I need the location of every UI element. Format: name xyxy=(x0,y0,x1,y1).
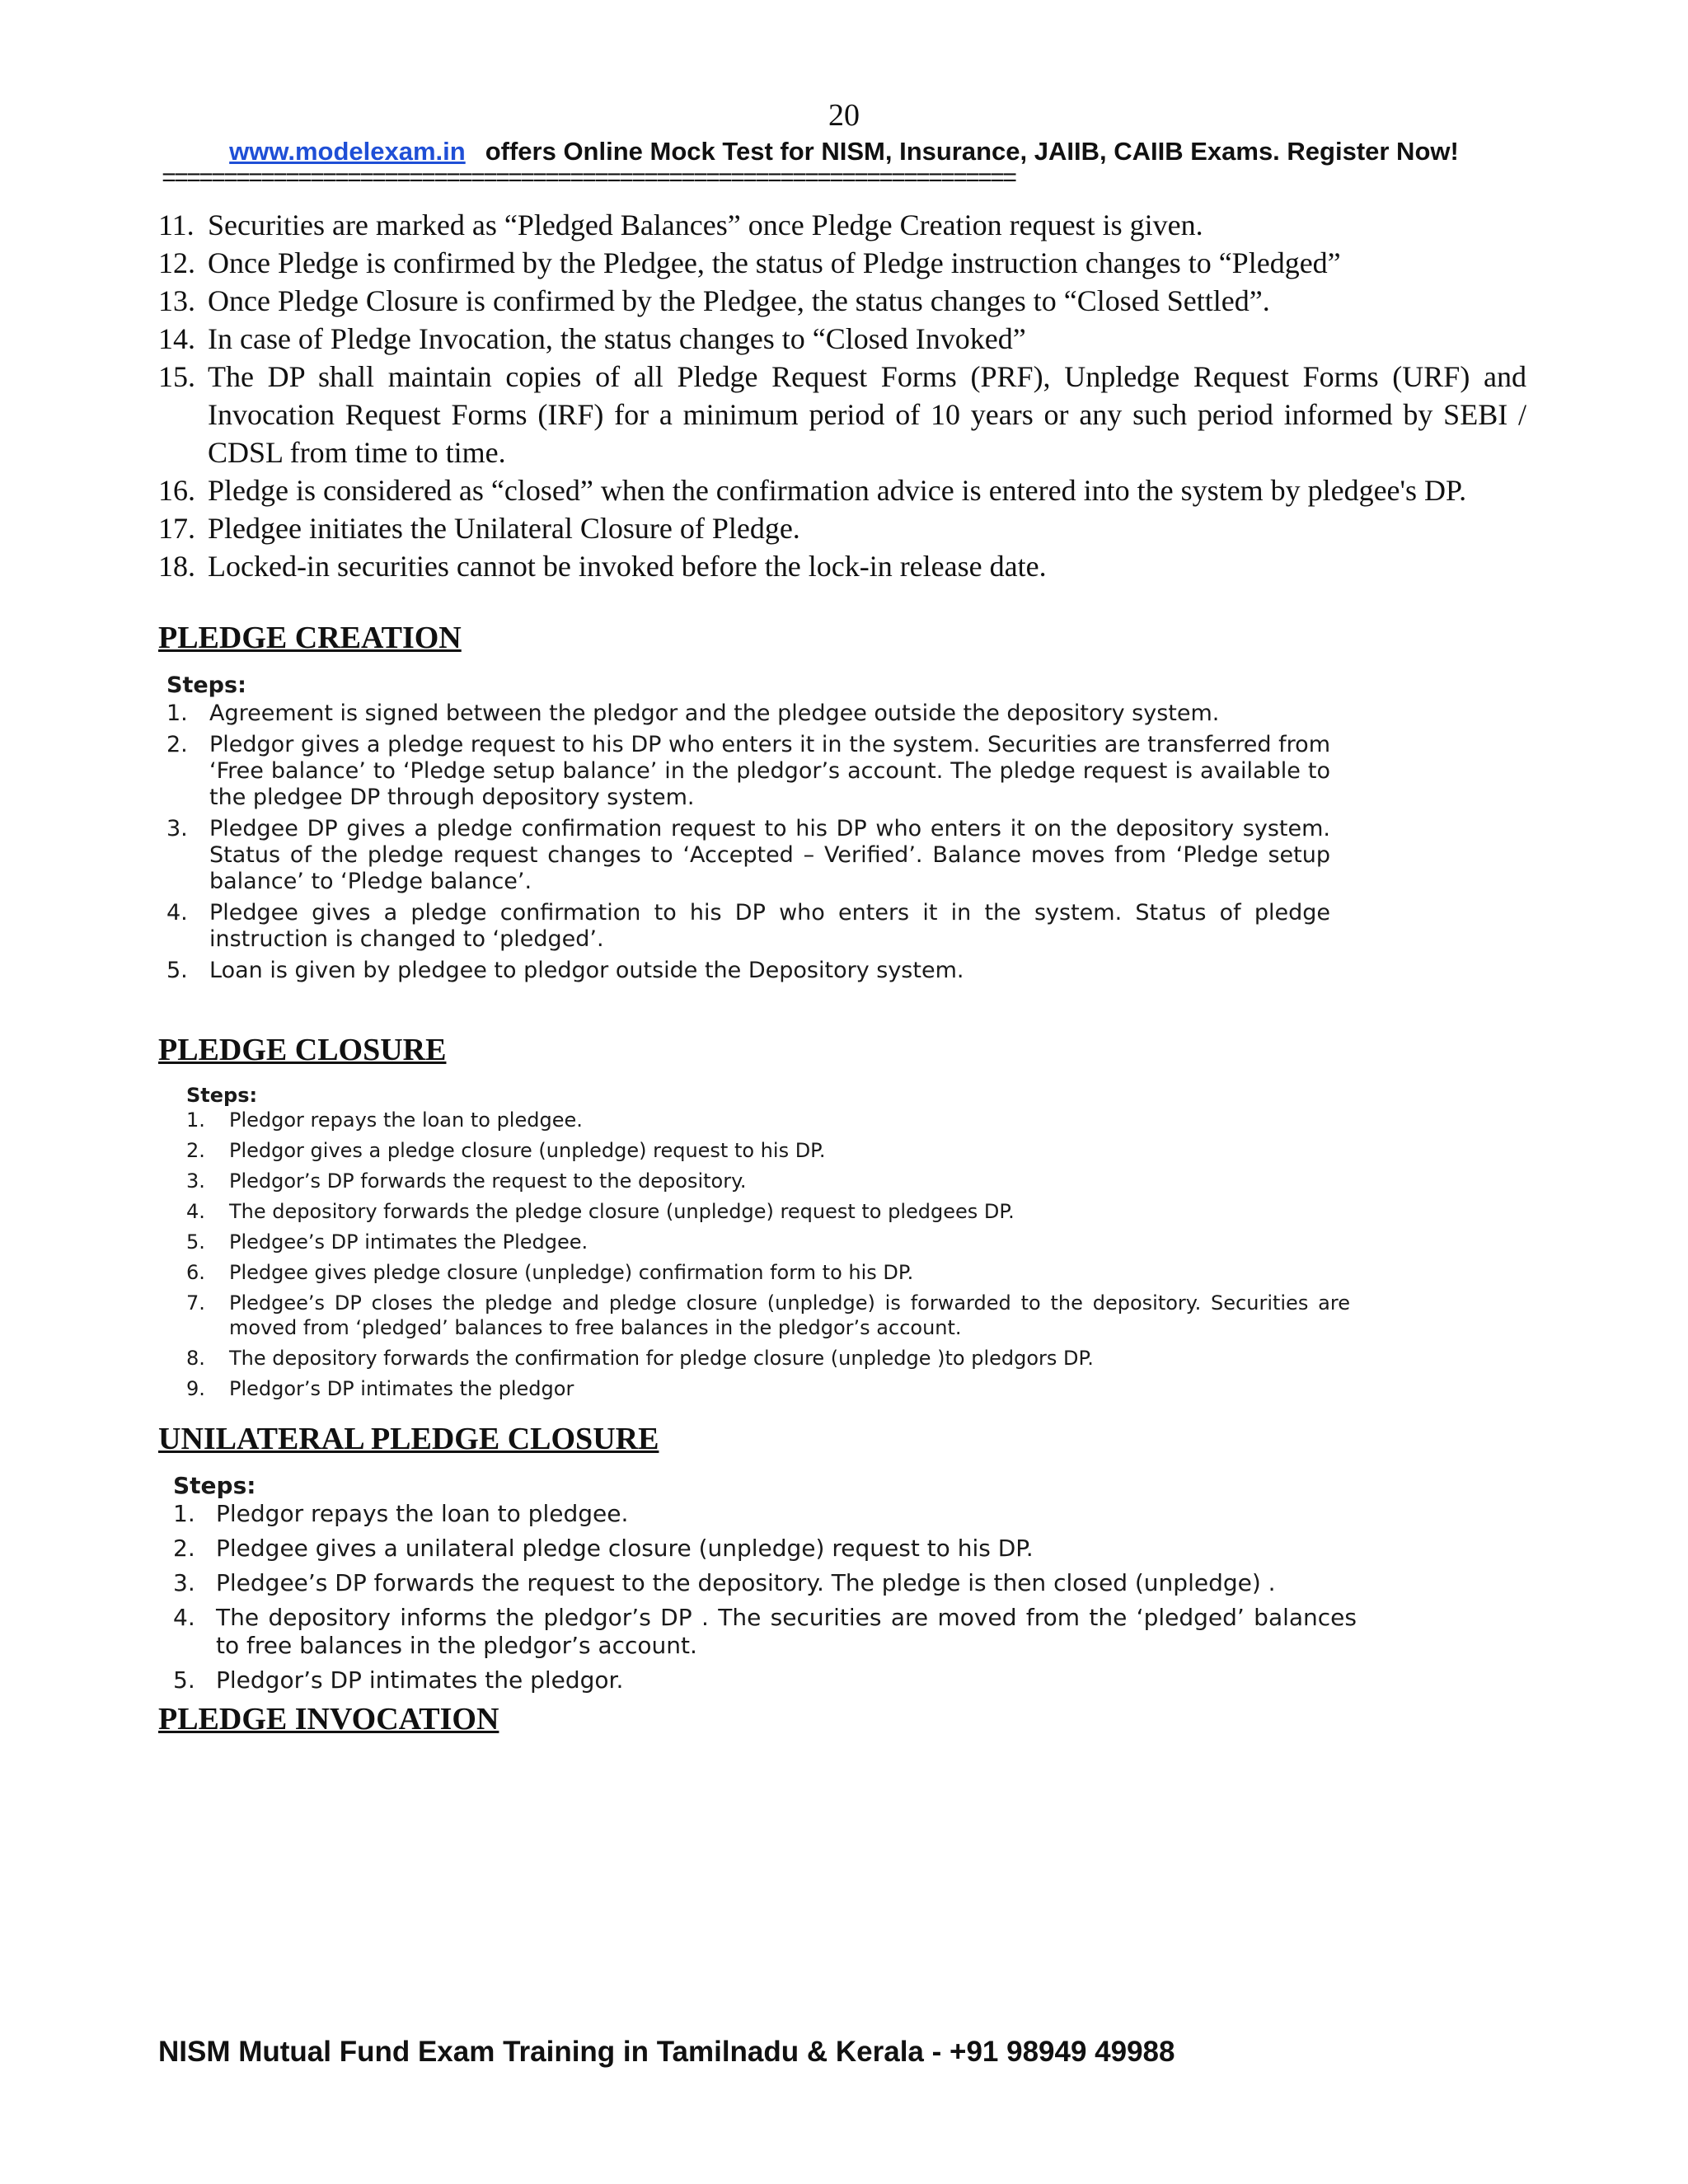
list-item: 3. Pledgor’s DP forwards the request to the depository. xyxy=(186,1169,747,1193)
list-item: 1. Pledgor repays the loan to pledgee. xyxy=(186,1108,583,1132)
pledge-closure-steps xyxy=(186,1083,1350,1401)
footer-text: NISM Mutual Fund Exam Training in Tamilnadu & Kerala - +91 98949 49988 xyxy=(158,2036,1175,2068)
list-item: 15. The DP shall maintain copies of all Pledge Request Forms (PRF), Unpledge Request Forms (URF) and Invocation Request Forms (IRF) for a minimum period of 10 years or any such period informed by SEBI / CDSL from time to time. xyxy=(158,360,1526,469)
pledge-closure-heading: PLEDGE CLOSURE xyxy=(158,1033,447,1067)
list-item: 11. Securities are marked as “Pledged Balances” once Pledge Creation request is given. xyxy=(158,209,1203,241)
list-item: 5. Pledgee’s DP intimates the Pledgee. xyxy=(186,1230,588,1254)
steps-title: Steps: xyxy=(173,1472,256,1499)
list-item: 4. Pledgee gives a pledge confirmation to his DP who enters it in the system. Status of pledge instruction is changed to ‘pledged’. xyxy=(166,900,1330,952)
unilateral-pledge-closure-heading: UNILATERAL PLEDGE CLOSURE xyxy=(158,1422,659,1456)
header-banner xyxy=(0,137,1688,166)
separator-line: ===================================================================== xyxy=(162,171,1015,188)
list-item: 14. In case of Pledge Invocation, the status changes to “Closed Invoked” xyxy=(158,322,1026,355)
list-item: 2. Pledgor gives a pledge request to his DP who enters it in the system. Securities are transferred from ‘Free balance’ to ‘Pledge setup balance’ in the pledgor’s account. The pledge request is available to the pledgee DP through depository system. xyxy=(166,732,1330,810)
page-content xyxy=(158,206,1526,1737)
banner-text: offers Online Mock Test for NISM, Insurance, JAIIB, CAIIB Exams. Register Now! xyxy=(485,137,1459,166)
list-item: 3. Pledgee’s DP forwards the request to the depository. The pledge is then closed (unpledge) . xyxy=(173,1569,1276,1596)
list-item: 6. Pledgee gives pledge closure (unpledge) confirmation form to his DP. xyxy=(186,1261,914,1284)
list-item: 2. Pledgee gives a unilateral pledge closure (unpledge) request to his DP. xyxy=(173,1535,1034,1562)
list-item: 5. Loan is given by pledgee to pledgor outside the Depository system. xyxy=(166,958,964,983)
page-number: 20 xyxy=(828,98,860,133)
list-item: 9. Pledgor’s DP intimates the pledgor xyxy=(186,1377,574,1400)
list-item: 18. Locked-in securities cannot be invoked before the lock-in release date. xyxy=(158,550,1047,583)
list-item: 4. The depository informs the pledgor’s DP . The securities are moved from the ‘pledged’ balances to free balances in the pledgor’s account. xyxy=(173,1604,1357,1659)
list-item: 7. Pledgee’s DP closes the pledge and pledge closure (unpledge) is forwarded to the depository. Securities are moved from ‘pledged’ balances to free balances in the pledgor’s account. xyxy=(186,1291,1350,1339)
list-item: 4. The depository forwards the pledge closure (unpledge) request to pledgees DP. xyxy=(186,1200,1015,1223)
list-item: 17. Pledgee initiates the Unilateral Closure of Pledge. xyxy=(158,512,800,545)
list-item: 2. Pledgor gives a pledge closure (unpledge) request to his DP. xyxy=(186,1139,826,1162)
steps-title: Steps: xyxy=(186,1084,258,1107)
list-item: 13. Once Pledge Closure is confirmed by the Pledgee, the status changes to “Closed Settled”. xyxy=(158,284,1270,317)
list-item: 1. Agreement is signed between the pledgor and the pledgee outside the depository system. xyxy=(166,701,1220,726)
pledge-creation-steps xyxy=(166,673,1330,984)
pledge-creation-heading: PLEDGE CREATION xyxy=(158,621,462,655)
list-item: 5. Pledgor’s DP intimates the pledgor. xyxy=(173,1666,624,1694)
list-item: 3. Pledgee DP gives a pledge confirmation request to his DP who enters it on the depository system. Status of the pledge request changes to ‘Accepted – Verified’. Balance moves from ‘Pledge setup balance’ to ‘Pledge balance’. xyxy=(166,816,1330,894)
list-item: 1. Pledgor repays the loan to pledgee. xyxy=(173,1500,629,1527)
modelexam-link[interactable]: www.modelexam.in xyxy=(229,137,466,166)
pledge-invocation-heading: PLEDGE INVOCATION xyxy=(158,1702,499,1736)
list-item: 8. The depository forwards the confirmation for pledge closure (unpledge )to pledgors DP. xyxy=(186,1347,1094,1370)
list-item: 16. Pledge is considered as “closed” when the confirmation advice is entered into the system by pledgee's DP. xyxy=(158,474,1467,507)
notes-list xyxy=(158,206,1526,585)
list-item: 12. Once Pledge is confirmed by the Pledgee, the status of Pledge instruction changes to “Pledged” xyxy=(158,246,1341,279)
steps-title: Steps: xyxy=(166,673,246,698)
unilateral-pledge-closure-steps xyxy=(173,1472,1357,1694)
